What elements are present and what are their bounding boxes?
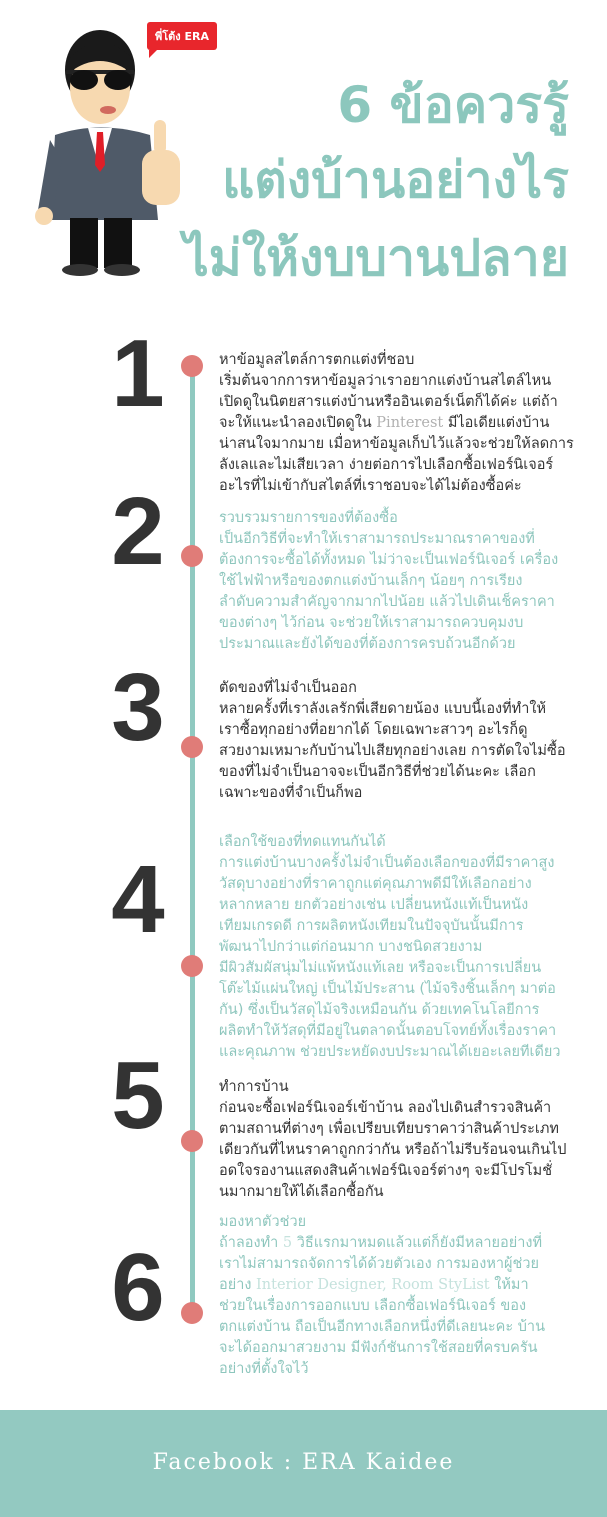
highlighted-term: Pinterest	[376, 415, 444, 431]
tip-1	[219, 350, 574, 497]
tip-body-line: อย่างที่ตั้งใจไว้	[219, 1361, 309, 1377]
tip-2	[219, 508, 558, 655]
title-line-2: แต่งบ้านอย่างไร	[222, 151, 569, 209]
timeline-dot	[181, 736, 203, 758]
tip-body-line: เปิดดูในนิตยสารแต่งบ้านหรืออินเตอร์เน็ตก็ได้ค่ะ แต่ถ้า	[219, 394, 558, 410]
tip-body-line: หลากหลาย ยกตัวอย่างเช่น เปลี่ยนหนังแท้เป็นหนัง	[219, 897, 529, 913]
tip-body-line: เทียมเกรดดี การผลิตหนังเทียมในปัจจุบันนั้นมีการ	[219, 918, 524, 934]
tip-number-3: 3	[111, 654, 165, 761]
tip-number-6: 6	[111, 1234, 165, 1341]
tip-title: เลือกใช้ของที่ทดแทนกันได้	[219, 834, 386, 850]
highlighted-term: Interior Designer, Room StyList	[256, 1277, 490, 1293]
badge-text: พี่โต้ง ERA	[154, 30, 209, 43]
tip-body-line: ลำดับความสำคัญจากมากไปน้อย แล้วไปเดินเช็คราคา	[219, 594, 555, 610]
tip-title: หาข้อมูลสไตล์การตกแต่งที่ชอบ	[219, 352, 415, 368]
timeline-dot	[181, 545, 203, 567]
tip-body-line: หลายครั้งที่เราลังเลรักพี่เสียดายน้อง แบบนี้เองที่ทำให้	[219, 701, 547, 717]
tip-body-line: พัฒนาไปกว่าแต่ก่อนมาก บางชนิดสวยงาม	[219, 939, 483, 955]
tip-number-5: 5	[111, 1042, 165, 1149]
tip-body-line: ตกแต่งบ้าน ถือเป็นอีกทางเลือกหนึ่งที่ดีเลยนะคะ บ้าน	[219, 1319, 545, 1335]
tip-body-line: ก่อนจะซื้อเฟอร์นิเจอร์เข้าบ้าน ลองไปเดินสำรวจสินค้า	[219, 1100, 552, 1116]
tip-body-line: ถ้าลองทำ 5 วิธีแรกมาหมดแล้วแต่ก็ยังมีหลายอย่างที่	[219, 1235, 543, 1251]
tip-body-line: จะได้ออกมาสวยงาม มีฟังก์ชันการใช้สอยที่ครบครัน	[219, 1340, 538, 1356]
tip-body-line: ใช้ไฟฟ้าหรือของตกแต่งบ้านเล็กๆ น้อยๆ การเรียง	[219, 573, 523, 589]
tip-body-line: อดใจรองานแสดงสินค้าเฟอร์นิเจอร์ต่างๆ จะมีโปรโมชั่	[219, 1163, 553, 1179]
tip-body-line: วัสดุบางอย่างที่ราคาถูกแต่คุณภาพดีมีให้เลือกอย่าง	[219, 876, 532, 892]
tip-body-line: เฉพาะของที่จำเป็นก็พอ	[219, 785, 363, 801]
tip-body-line: โต๊ะไม้แผ่นใหญ่ เป็นไม้ประสาน (ไม้จริงชิ้นเล็กๆ มาต่อ	[219, 981, 556, 997]
tip-number-4: 4	[111, 846, 165, 953]
tip-3	[219, 678, 566, 804]
tip-body-line: เราไม่สามารถจัดการได้ด้วยตัวเอง การมองหาผู้ช่วย	[219, 1256, 540, 1272]
tip-body-line: ประมาณและยังได้ของที่ต้องการครบถ้วนอีกด้วย	[219, 636, 516, 652]
tip-body-line: เป็นอีกวิธีที่จะทำให้เราสามารถประมาณราคาของที่	[219, 531, 535, 547]
tip-body-line: ผลิตทำให้วัสดุที่มีอยู่ในตลาดนั้นตอบโจทย์ทั้งเรื่องราคา	[219, 1023, 557, 1039]
speech-bubble-badge	[147, 22, 217, 50]
tip-number-2: 2	[111, 478, 165, 585]
tip-body-line: ช่วยในเรื่องการออกแบบ เลือกซื้อเฟอร์นิเจอร์ ของ	[219, 1298, 527, 1314]
tip-body-line: และคุณภาพ ช่วยประหยัดงบประมาณได้เยอะเลยทีเดียว	[219, 1044, 561, 1060]
tip-body-line: ตามสถานที่ต่างๆ เพื่อเปรียบเทียบราคาว่าสินค้าประเภท	[219, 1121, 559, 1137]
tip-6	[219, 1212, 545, 1380]
tip-body-line: การแต่งบ้านบางครั้งไม่จำเป็นต้องเลือกของที่มีราคาสูง	[219, 855, 555, 871]
title-line-1: 6 ข้อควรรู้	[337, 76, 569, 134]
tip-body-line: จะให้แนะนำลองเปิดดูใน Pinterest มีไอเดียแต่งบ้าน	[219, 415, 550, 431]
tip-title: มองหาตัวช่วย	[219, 1214, 307, 1230]
tip-body-line: นมากมายให้ได้เลือกซื้อกัน	[219, 1184, 384, 1200]
tip-title: รวบรวมรายการของที่ต้องซื้อ	[219, 510, 398, 526]
tip-4	[219, 832, 561, 1063]
timeline-dot	[181, 955, 203, 977]
timeline-line	[190, 360, 195, 1315]
tip-body-line: เราซื้อทุกอย่างที่อยากได้ โดยเฉพาะสาวๆ อะไรก็ดู	[219, 722, 528, 738]
timeline-dot	[181, 355, 203, 377]
tip-body-line: เดียวกันที่ไหนราคาถูกกว่ากัน หรือถ้าไม่รีบร้อนจนเกินไป	[219, 1142, 567, 1158]
tip-body-line: น่าสนใจมากมาย เมื่อหาข้อมูลเก็บไว้แล้วจะช่วยให้ลดการ	[219, 436, 574, 452]
highlighted-term: 5	[282, 1235, 293, 1251]
tip-body-line: ลังเลและไม่เสียเวลา ง่ายต่อการไปเลือกซื้อเฟอร์นิเจอร์	[219, 457, 554, 473]
tip-title: ทำการบ้าน	[219, 1079, 289, 1095]
tip-body-line: เริ่มต้นจากการหาข้อมูลว่าเราอยากแต่งบ้านสไตล์ไหน	[219, 373, 552, 389]
tip-body-line: กัน) ซึ่งเป็นวัสดุไม้จริงเหมือนกัน ด้วยเทคโนโลยีการ	[219, 1002, 540, 1018]
tip-body-line: มีผิวสัมผัสนุ่มไม่แพ้หนังแท้เลย หรือจะเป็นการเปลี่ยน	[219, 960, 542, 976]
title-line-3: ไม่ให้งบบานปลาย	[183, 229, 569, 287]
tip-body-line: อย่าง Interior Designer, Room StyList ให้มา	[219, 1277, 529, 1293]
tip-body-line: สวยงามเหมาะกับบ้านไปเสียทุกอย่างเลย การตัดใจไม่ซื้อ	[219, 743, 566, 759]
footer-facebook-link[interactable]: Facebook : ERA Kaidee	[152, 1450, 455, 1475]
timeline-dot	[181, 1302, 203, 1324]
timeline-dot	[181, 1130, 203, 1152]
tip-title: ตัดของที่ไม่จำเป็นออก	[219, 680, 357, 696]
tip-body-line: ต้องการจะซื้อได้ทั้งหมด ไม่ว่าจะเป็นเฟอร์นิเจอร์ เครื่อง	[219, 552, 559, 568]
tip-body-line: ของต่างๆ ไว้ก่อน จะช่วยให้เราสามารถควบคุมงบ	[219, 615, 524, 631]
mascot-illustration	[30, 20, 190, 280]
tip-number-1: 1	[111, 320, 165, 427]
tip-5	[219, 1077, 567, 1203]
tip-body-line: ของที่ไม่จำเป็นอาจจะเป็นอีกวิธีที่ช่วยได้นะคะ เลือก	[219, 764, 536, 780]
tip-body-line: อะไรที่ไม่เข้ากับสไตล์ที่เราชอบจะได้ไม่ต้องซื้อค่ะ	[219, 478, 522, 494]
